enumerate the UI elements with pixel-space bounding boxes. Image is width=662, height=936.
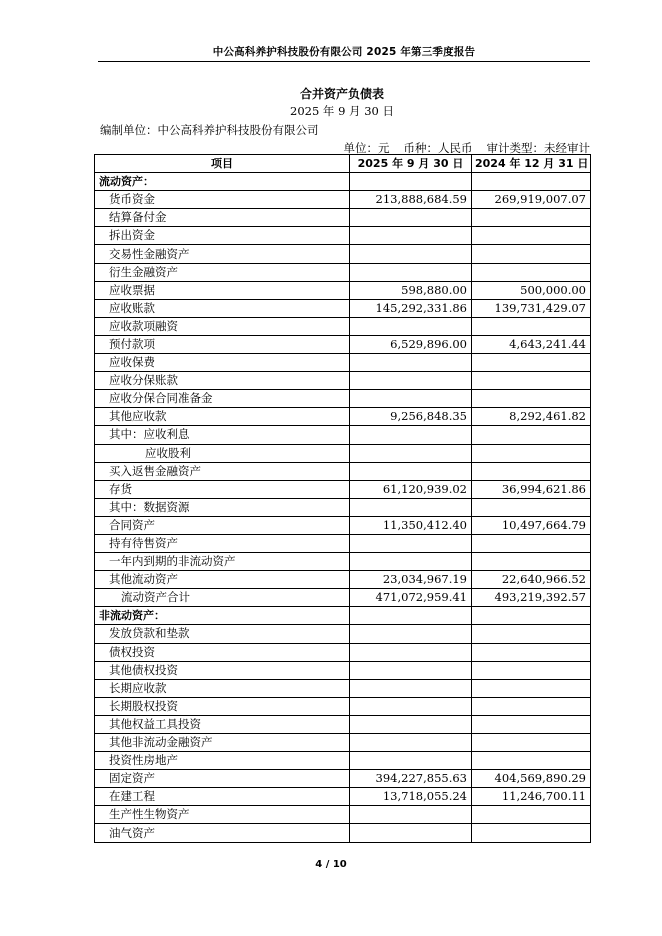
- table-row: [95, 372, 591, 390]
- row-label: 投资性房地产: [95, 752, 350, 770]
- value-prior: [472, 209, 591, 227]
- value-current: [350, 173, 472, 191]
- value-prior: 22,640,966.52: [472, 571, 591, 589]
- value-current: [350, 245, 472, 263]
- row-label: 其他债权投资: [95, 661, 350, 679]
- value-current: 9,256,848.35: [350, 408, 472, 426]
- column-header-item: 项目: [95, 155, 350, 173]
- table-row: [95, 770, 591, 788]
- value-current: [350, 534, 472, 552]
- value-prior: [472, 426, 591, 444]
- row-label: 发放贷款和垫款: [95, 625, 350, 643]
- row-label: 其他非流动金融资产: [95, 734, 350, 752]
- value-prior: [472, 263, 591, 281]
- table-row: [95, 335, 591, 353]
- value-current: [350, 354, 472, 372]
- table-row: [95, 571, 591, 589]
- row-label: 油气资产: [95, 824, 350, 842]
- value-current: 6,529,896.00: [350, 335, 472, 353]
- row-label: 应收分保账款: [95, 372, 350, 390]
- value-current: [350, 553, 472, 571]
- value-current: [350, 317, 472, 335]
- table-row: [95, 824, 591, 842]
- table-row: [95, 390, 591, 408]
- table-row: [95, 462, 591, 480]
- table-row: [95, 788, 591, 806]
- table-row: [95, 444, 591, 462]
- value-prior: [472, 498, 591, 516]
- table-row: [95, 281, 591, 299]
- value-prior: [472, 534, 591, 552]
- row-label: 其中：应收利息: [95, 426, 350, 444]
- table-row: [95, 263, 591, 281]
- table-row: [95, 697, 591, 715]
- value-prior: [472, 227, 591, 245]
- value-current: [350, 462, 472, 480]
- row-label: 流动资产合计: [95, 589, 350, 607]
- row-label: 持有待售资产: [95, 534, 350, 552]
- value-current: [350, 697, 472, 715]
- row-label: 固定资产: [95, 770, 350, 788]
- value-prior: 8,292,461.82: [472, 408, 591, 426]
- value-prior: [472, 643, 591, 661]
- table-row: [95, 553, 591, 571]
- table-row: [95, 752, 591, 770]
- section-row: [95, 607, 591, 625]
- value-current: [350, 390, 472, 408]
- currency-label: 币种：人民币: [403, 141, 473, 155]
- table-row: [95, 245, 591, 263]
- value-prior: [472, 317, 591, 335]
- table-row: [95, 516, 591, 534]
- value-current: [350, 498, 472, 516]
- table-row: [95, 715, 591, 733]
- value-current: [350, 209, 472, 227]
- row-label: 应收分保合同准备金: [95, 390, 350, 408]
- value-prior: [472, 806, 591, 824]
- value-current: 471,072,959.41: [350, 589, 472, 607]
- value-prior: [472, 354, 591, 372]
- value-prior: [472, 245, 591, 263]
- value-prior: [472, 462, 591, 480]
- value-prior: 500,000.00: [472, 281, 591, 299]
- table-row: [95, 317, 591, 335]
- value-prior: [472, 390, 591, 408]
- row-label: 生产性生物资产: [95, 806, 350, 824]
- table-row: [95, 643, 591, 661]
- row-label: 交易性金融资产: [95, 245, 350, 263]
- document-date: 2025 年 9 月 30 日: [290, 104, 394, 118]
- table-row: [95, 480, 591, 498]
- value-prior: [472, 715, 591, 733]
- row-label: 存货: [95, 480, 350, 498]
- value-current: [350, 625, 472, 643]
- table-row: [95, 679, 591, 697]
- value-prior: 4,643,241.44: [472, 335, 591, 353]
- value-current: 598,880.00: [350, 281, 472, 299]
- value-current: 213,888,684.59: [350, 191, 472, 209]
- row-label: 长期应收款: [95, 679, 350, 697]
- value-current: [350, 824, 472, 842]
- header-rule: [98, 61, 590, 62]
- value-current: [350, 263, 472, 281]
- row-label: 一年内到期的非流动资产: [95, 553, 350, 571]
- value-current: 145,292,331.86: [350, 299, 472, 317]
- value-prior: 10,497,664.79: [472, 516, 591, 534]
- value-prior: 404,569,890.29: [472, 770, 591, 788]
- row-label: 其他应收款: [95, 408, 350, 426]
- row-label: 预付款项: [95, 335, 350, 353]
- value-current: 23,034,967.19: [350, 571, 472, 589]
- table-row: [95, 806, 591, 824]
- table-row: [95, 408, 591, 426]
- row-label: 买入返售金融资产: [95, 462, 350, 480]
- table-row: [95, 354, 591, 372]
- value-prior: 139,731,429.07: [472, 299, 591, 317]
- row-label: 在建工程: [95, 788, 350, 806]
- value-prior: 11,246,700.11: [472, 788, 591, 806]
- table-body: [95, 173, 591, 842]
- value-prior: [472, 824, 591, 842]
- table-row: [95, 661, 591, 679]
- row-label: 拆出资金: [95, 227, 350, 245]
- row-label: 衍生金融资产: [95, 263, 350, 281]
- value-current: [350, 661, 472, 679]
- value-current: [350, 227, 472, 245]
- compiling-unit: 编制单位：中公高科养护科技股份有限公司: [100, 123, 319, 137]
- value-prior: 493,219,392.57: [472, 589, 591, 607]
- balance-sheet-table: [94, 154, 591, 843]
- row-label: 长期股权投资: [95, 697, 350, 715]
- value-current: 394,227,855.63: [350, 770, 472, 788]
- table-row: [95, 534, 591, 552]
- value-prior: [472, 444, 591, 462]
- value-current: [350, 444, 472, 462]
- value-current: [350, 607, 472, 625]
- table-row: [95, 227, 591, 245]
- value-prior: [472, 697, 591, 715]
- value-prior: [472, 553, 591, 571]
- column-header-current: 2025 年 9 月 30 日: [350, 155, 472, 173]
- row-label: 应收款项融资: [95, 317, 350, 335]
- row-label: 债权投资: [95, 643, 350, 661]
- value-prior: [472, 625, 591, 643]
- value-current: [350, 679, 472, 697]
- page-number: 4 / 10: [315, 859, 347, 870]
- row-label: 应收票据: [95, 281, 350, 299]
- row-label: 其中：数据资源: [95, 498, 350, 516]
- section-label: 非流动资产：: [95, 607, 350, 625]
- audit-type-label: 审计类型：未经审计: [486, 141, 590, 155]
- value-current: [350, 643, 472, 661]
- table-row: [95, 589, 591, 607]
- value-current: 61,120,939.02: [350, 480, 472, 498]
- table-row: [95, 625, 591, 643]
- row-label: 应收账款: [95, 299, 350, 317]
- column-header-prior: 2024 年 12 月 31 日: [472, 155, 591, 173]
- row-label: 结算备付金: [95, 209, 350, 227]
- value-current: 13,718,055.24: [350, 788, 472, 806]
- value-prior: [472, 752, 591, 770]
- row-label: 应收股利: [95, 444, 350, 462]
- row-label: 应收保费: [95, 354, 350, 372]
- table-row: [95, 734, 591, 752]
- value-prior: [472, 679, 591, 697]
- table-row: [95, 299, 591, 317]
- running-header: 中公高科养护科技股份有限公司 2025 年第三季度报告: [212, 46, 476, 58]
- document-title: 合并资产负债表: [299, 87, 384, 101]
- value-current: [350, 752, 472, 770]
- row-label: 其他流动资产: [95, 571, 350, 589]
- value-current: [350, 734, 472, 752]
- unit-label: 单位：元: [343, 141, 390, 155]
- value-prior: [472, 661, 591, 679]
- table-header-row: [95, 155, 591, 173]
- value-current: [350, 715, 472, 733]
- table-row: [95, 209, 591, 227]
- value-prior: 269,919,007.07: [472, 191, 591, 209]
- table-row: [95, 498, 591, 516]
- value-prior: 36,994,621.86: [472, 480, 591, 498]
- value-current: [350, 806, 472, 824]
- value-prior: [472, 607, 591, 625]
- section-label: 流动资产：: [95, 173, 350, 191]
- row-label: 其他权益工具投资: [95, 715, 350, 733]
- value-prior: [472, 173, 591, 191]
- value-prior: [472, 372, 591, 390]
- row-label: 合同资产: [95, 516, 350, 534]
- section-row: [95, 173, 591, 191]
- table-row: [95, 426, 591, 444]
- value-prior: [472, 734, 591, 752]
- table-row: [95, 191, 591, 209]
- row-label: 货币资金: [95, 191, 350, 209]
- value-current: [350, 426, 472, 444]
- value-current: [350, 372, 472, 390]
- value-current: 11,350,412.40: [350, 516, 472, 534]
